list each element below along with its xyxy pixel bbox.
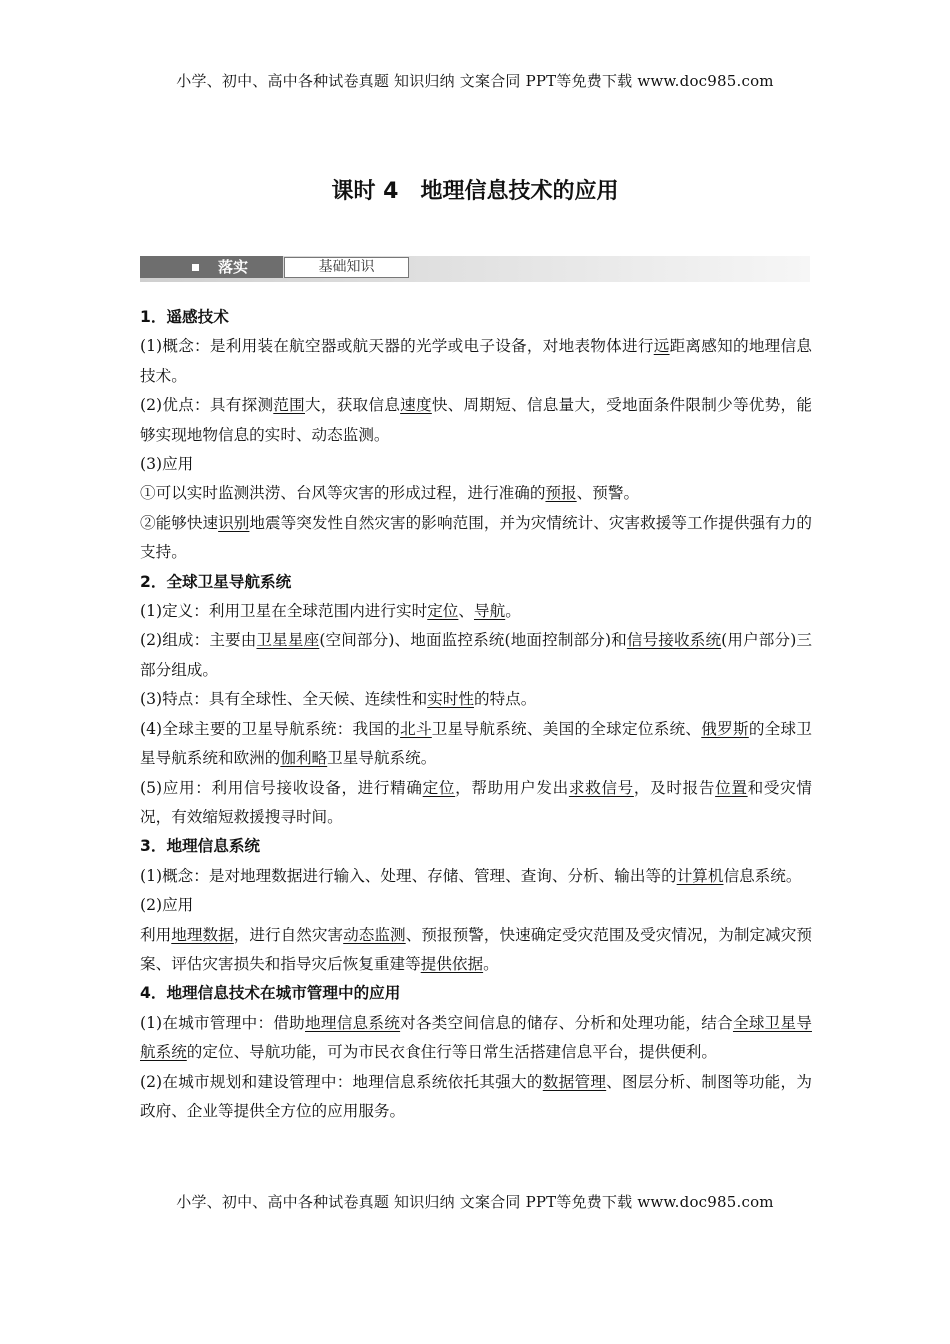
section-heading bbox=[140, 979, 812, 1008]
banner-label: 落实 bbox=[218, 258, 249, 276]
section-heading bbox=[140, 303, 812, 332]
underlined-keyword: 定位 bbox=[422, 778, 456, 797]
underlined-keyword: 提供依据 bbox=[420, 954, 484, 973]
text-run: ，及时报告 bbox=[633, 778, 716, 797]
underlined-keyword: 地理信息系统 bbox=[305, 1013, 401, 1032]
square-bullet-icon bbox=[192, 264, 199, 271]
text-run: 4．地理信息技术在城市管理中的应用 bbox=[140, 984, 401, 1003]
body-paragraph bbox=[140, 450, 812, 479]
body-paragraph bbox=[140, 479, 812, 508]
underlined-keyword: 预报 bbox=[545, 484, 577, 503]
underlined-keyword: 计算机 bbox=[676, 866, 724, 885]
text-run: 和受灾情况，有效缩短救援搜寻时间。 bbox=[140, 778, 812, 826]
text-run: 快、周期短、信息量大，受地面条件限制少等优势，能够实现地物信息的实时、动态监测。 bbox=[140, 396, 812, 444]
text-run: 、图层分析、制图等功能，为政府、企业等提供全方位的应用服务。 bbox=[140, 1072, 812, 1120]
body-paragraph bbox=[140, 509, 812, 568]
text-run: (用户部分)三部分组成。 bbox=[140, 631, 812, 679]
underlined-keyword: 范围 bbox=[273, 396, 305, 415]
body-paragraph bbox=[140, 685, 812, 714]
underlined-keyword: 伽利略 bbox=[280, 749, 328, 768]
text-run: 卫星导航系统、美国的全球定位系统、 bbox=[431, 719, 702, 738]
text-run: ，进行自然灾害 bbox=[233, 925, 344, 944]
text-run: 的定位、导航功能，可为市民衣食住行等日常生活搭建信息平台，提供便利。 bbox=[186, 1043, 717, 1062]
underlined-keyword: 识别 bbox=[218, 513, 250, 532]
text-run: ①可以实时监测洪涝、台风等灾害的形成过程，进行准确的 bbox=[140, 484, 546, 503]
underlined-keyword: 位置 bbox=[715, 778, 748, 797]
underlined-keyword: 速度 bbox=[400, 396, 432, 415]
text-run: (3)特点：具有全球性、全天候、连续性和 bbox=[140, 690, 428, 709]
text-run: 地震等突发性自然灾害的影响范围，并为灾情统计、灾害救援等工作提供强有力的支持。 bbox=[140, 513, 812, 562]
text-run: 、 bbox=[458, 602, 474, 621]
section-banner bbox=[140, 256, 810, 282]
text-run: 1．遥感技术 bbox=[140, 308, 229, 326]
page-title: 课时 4 地理信息技术的应用 bbox=[331, 179, 619, 204]
text-run: (2)在城市规划和建设管理中：地理信息系统依托其强大的 bbox=[140, 1072, 543, 1091]
underlined-keyword: 数据管理 bbox=[542, 1072, 607, 1091]
body-paragraph bbox=[140, 1009, 812, 1068]
text-run: (2)应用 bbox=[140, 896, 194, 915]
page-footer: 小学、初中、高中各种试卷真题 知识归纳 文案合同 PPT等免费下载 www.doc985.com bbox=[176, 1193, 774, 1211]
text-run: (2)优点：具有探测 bbox=[140, 396, 274, 415]
text-run: 卫星导航系统。 bbox=[327, 749, 437, 768]
body-paragraph bbox=[140, 891, 812, 920]
body-paragraph bbox=[140, 332, 812, 391]
underlined-keyword: 俄罗斯 bbox=[701, 719, 749, 738]
body-paragraph bbox=[140, 391, 812, 450]
text-run: (1)定义：利用卫星在全球范围内进行实时 bbox=[140, 602, 428, 621]
body-paragraph bbox=[140, 715, 812, 774]
section-heading bbox=[140, 568, 812, 597]
body-paragraph bbox=[140, 626, 812, 685]
underlined-keyword: 地理数据 bbox=[171, 925, 234, 944]
underlined-keyword: 导航 bbox=[474, 602, 506, 621]
text-run: 信息系统。 bbox=[723, 866, 802, 885]
text-run: (1)概念：是利用装在航空器或航天器的光学或电子设备，对地表物体进行 bbox=[140, 337, 654, 356]
body-paragraph bbox=[140, 862, 812, 891]
underlined-keyword: 定位 bbox=[427, 602, 459, 621]
text-run: 2．全球卫星导航系统 bbox=[140, 572, 292, 591]
body-paragraph bbox=[140, 921, 812, 980]
text-run: 大，获取信息 bbox=[305, 396, 401, 415]
underlined-keyword: 求救信号 bbox=[568, 778, 634, 797]
text-run: 利用 bbox=[140, 925, 172, 944]
banner-label-block bbox=[140, 256, 283, 278]
text-run: 距离感知的地理信息技术。 bbox=[140, 337, 812, 385]
text-run: ，帮助用户发出 bbox=[455, 778, 569, 797]
underlined-keyword: 实时性 bbox=[427, 690, 474, 709]
text-run: 、预警。 bbox=[576, 484, 640, 503]
text-run: 。 bbox=[483, 954, 499, 973]
text-run: (空间部分)、地面监控系统(地面控制部分)和 bbox=[319, 631, 627, 650]
section-heading bbox=[140, 832, 812, 861]
text-run: (1)概念：是对地理数据进行输入、处理、存储、管理、查询、分析、输出等的 bbox=[140, 866, 677, 885]
underlined-keyword: 全球卫星导航系统 bbox=[140, 1013, 812, 1062]
body-paragraph bbox=[140, 1068, 812, 1127]
body-paragraph bbox=[140, 774, 812, 833]
body-paragraph bbox=[140, 597, 812, 626]
text-run: 3．地理信息系统 bbox=[140, 837, 261, 856]
text-run: (4)全球主要的卫星导航系统：我国的 bbox=[140, 719, 401, 738]
text-run: 的全球卫星导航系统和欧洲的 bbox=[140, 719, 812, 768]
body-content bbox=[140, 303, 812, 1126]
text-run: 、预报预警，快速确定受灾范围及受灾情况，为制定减灾预案、评估灾害损失和指导灾后恢复重建等 bbox=[140, 925, 812, 973]
underlined-keyword: 北斗 bbox=[400, 719, 432, 738]
text-run: 的特点。 bbox=[473, 690, 537, 709]
text-run: (5)应用：利用信号接收设备，进行精确 bbox=[140, 778, 423, 797]
underlined-keyword: 远 bbox=[653, 337, 670, 356]
text-run: 对各类空间信息的储存、分析和处理功能，结合 bbox=[400, 1013, 733, 1032]
banner-box-label: 基础知识 bbox=[284, 257, 409, 278]
text-run: (2)组成：主要由 bbox=[140, 631, 257, 650]
underlined-keyword: 卫星星座 bbox=[256, 631, 320, 650]
underlined-keyword: 动态监测 bbox=[343, 925, 406, 944]
page-header: 小学、初中、高中各种试卷真题 知识归纳 文案合同 PPT等免费下载 www.doc985.com bbox=[176, 72, 774, 90]
text-run: ②能够快速 bbox=[140, 513, 219, 532]
text-run: (3)应用 bbox=[140, 455, 194, 474]
text-run: (1)在城市管理中：借助 bbox=[140, 1013, 305, 1032]
underlined-keyword: 信号接收系统 bbox=[626, 631, 722, 650]
text-run: 。 bbox=[505, 602, 521, 621]
